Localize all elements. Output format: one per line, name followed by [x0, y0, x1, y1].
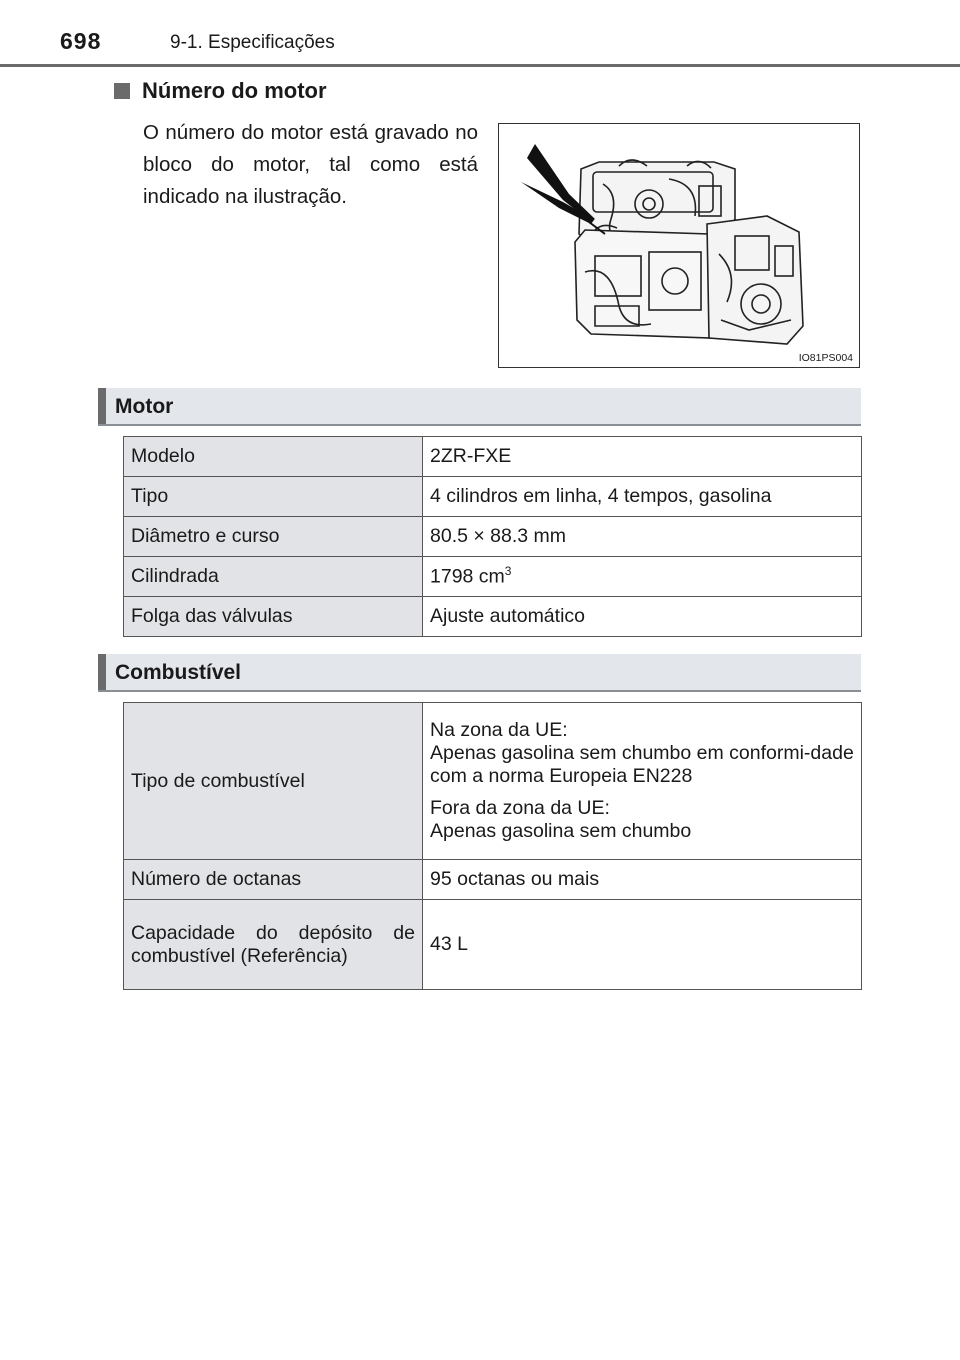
table-row [124, 900, 862, 990]
spec-label: Tipo de combustível [124, 703, 423, 860]
spec-label: Folga das válvulas [124, 597, 423, 637]
spec-label: Capacidade do depósito de combustível (Referência) [124, 900, 423, 990]
displacement-value: 1798 cm [430, 565, 505, 588]
engine-number-title: Número do motor [142, 78, 327, 103]
displacement-unit-exponent: 3 [504, 564, 512, 579]
fuel-section-title: Combustível [115, 661, 242, 684]
eu-fuel-text: Apenas gasolina sem chumbo em conformi-dade com a norma Europeia EN228 [430, 742, 854, 787]
section-header: 9-1. Especificações [170, 32, 335, 53]
table-row [124, 517, 862, 557]
spec-value: 4 cilindros em linha, 4 tempos, gasolina [423, 477, 862, 517]
motor-spec-table [123, 436, 862, 637]
header-divider [0, 64, 960, 67]
non-eu-heading: Fora da zona da UE: [430, 797, 610, 819]
spec-value: 80.5 × 88.3 mm [423, 517, 862, 557]
engine-illustration [498, 123, 860, 368]
motor-section-title: Motor [115, 395, 174, 418]
spec-label: Modelo [124, 437, 423, 477]
table-row [124, 860, 862, 900]
spec-label: Número de octanas [124, 860, 423, 900]
spec-label: Cilindrada [124, 557, 423, 597]
non-eu-fuel-text: Apenas gasolina sem chumbo [430, 820, 692, 842]
table-row [124, 557, 862, 597]
eu-fuel-block [430, 719, 854, 788]
spec-value: 43 L [423, 900, 862, 990]
eu-heading: Na zona da UE: [430, 719, 568, 741]
non-eu-fuel-block [430, 797, 854, 843]
fuel-spec-table [123, 702, 862, 990]
spec-value: Ajuste automático [423, 597, 862, 637]
table-row [124, 703, 862, 860]
engine-number-description: O número do motor está gravado no bloco do motor, tal como está indicado na ilustração. [143, 121, 478, 208]
page-number: 698 [60, 28, 102, 54]
motor-section-header [98, 388, 861, 426]
engine-number-heading [114, 78, 327, 104]
spec-value: 95 octanas ou mais [423, 860, 862, 900]
spec-value [423, 703, 862, 860]
spec-value [423, 557, 862, 597]
table-row [124, 477, 862, 517]
figure-code: IO81PS004 [798, 352, 853, 364]
fuel-section-header [98, 654, 861, 692]
spec-value: 2ZR-FXE [423, 437, 862, 477]
table-row [124, 597, 862, 637]
spec-label: Diâmetro e curso [124, 517, 423, 557]
square-bullet-icon [114, 83, 130, 99]
table-row [124, 437, 862, 477]
engine-drawing [499, 124, 859, 367]
spec-label: Tipo [124, 477, 423, 517]
